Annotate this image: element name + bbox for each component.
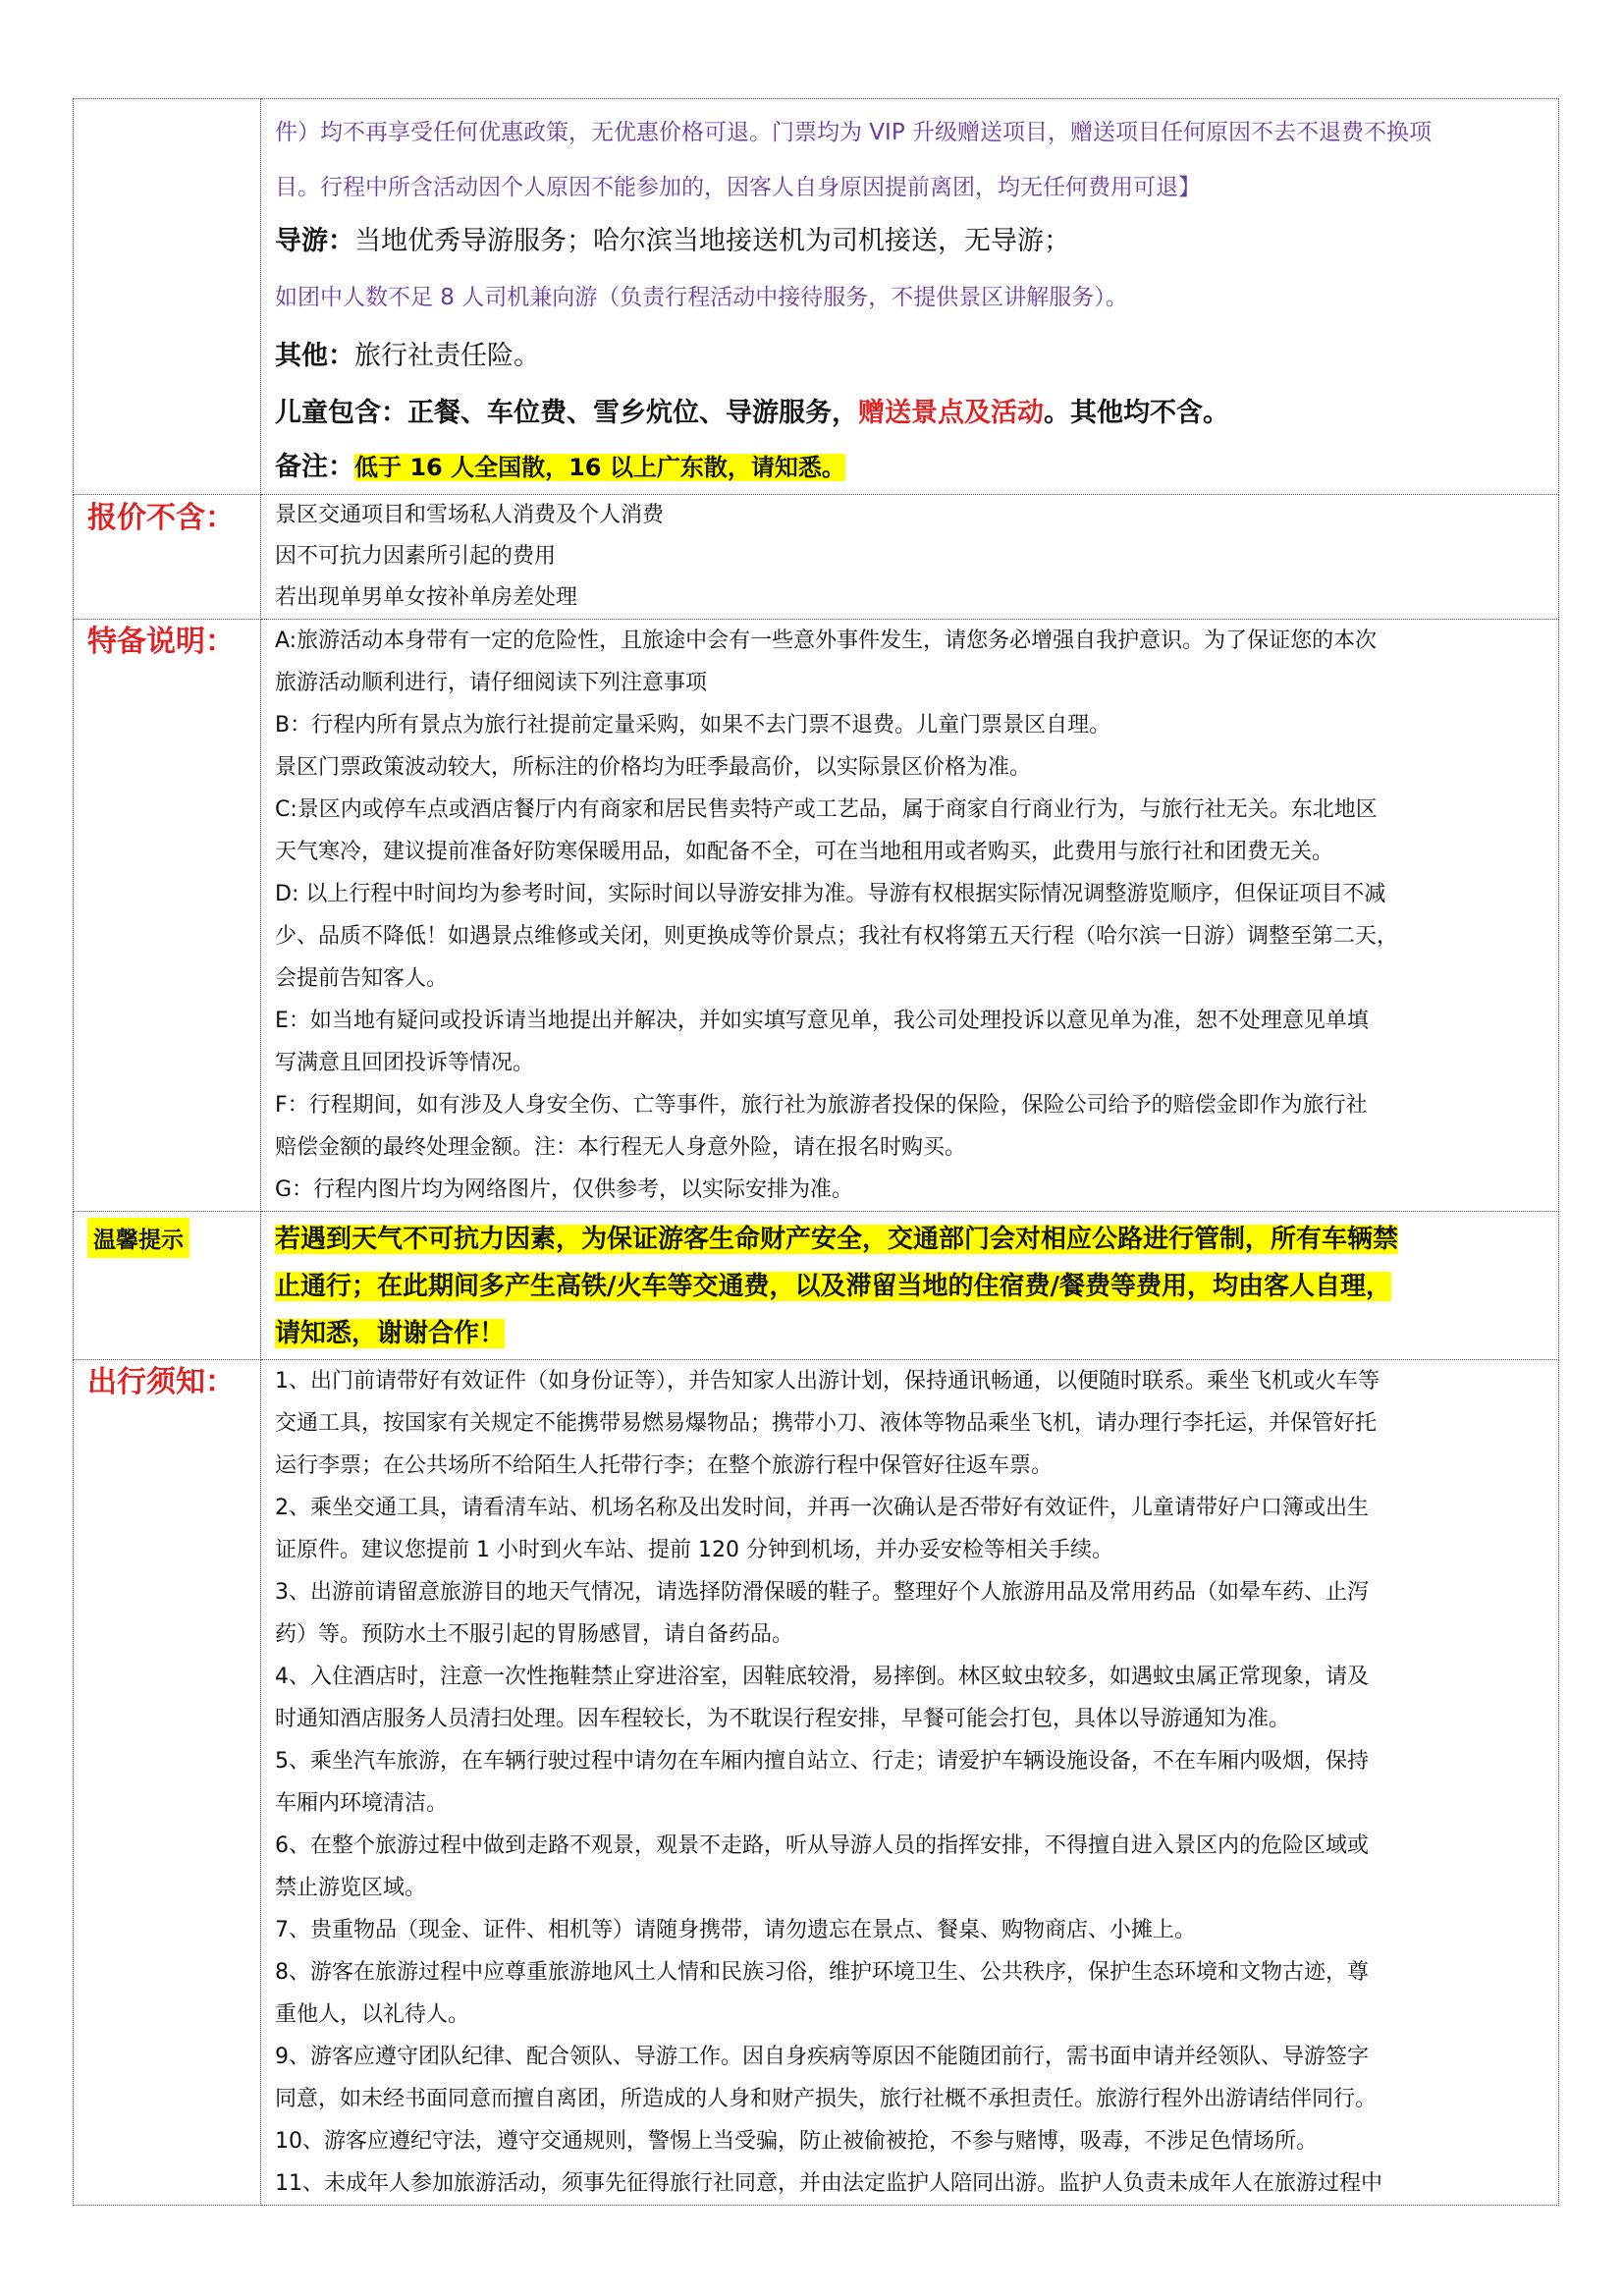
warm-tip-text: 若遇到天气不可抗力因素，为保证游客生命财产安全，交通部门会对相应公路进行管制，所有车辆禁 (275, 1225, 1399, 1254)
special-line: B：行程内所有景点为旅行社提前定量采购，如果不去门票不退费。儿童门票景区自理。 (275, 713, 1111, 738)
special-line: 少、品质不降低！如遇景点维修或关闭，则更换成等价景点；我社有权将第五天行程（哈尔滨一日游）调整至第二天， (275, 924, 1399, 949)
exclusion-item: 因不可抗力因素所引起的费用 (275, 544, 557, 569)
special-content-cell (261, 620, 1559, 1212)
special-line: 写满意且回团投诉等情况。 (275, 1051, 535, 1075)
special-line: C:景区内或停车点或酒店餐厅内有商家和居民售卖特产或工艺品，属于商家自行商业行为，与旅行社无关。东北地区 (275, 797, 1378, 822)
special-line: 会提前告知客人。 (275, 966, 449, 991)
notice-line: 时通知酒店服务人员清扫处理。因车程较长，为不耽误行程安排，早餐可能会打包，具体以导游通知为准。 (275, 1707, 1291, 1731)
special-line: D: 以上行程中时间均为参考时间，实际时间以导游安排为准。导游有权根据实际情况调整游览顺序，但保证项目不减 (275, 882, 1386, 906)
warm-tip-line (275, 1216, 1550, 1263)
notice-line: 5、乘坐汽车旅游，在车辆行驶过程中请勿在车厢内擅自站立、行走；请爱护车辆设施设备，不在车厢内吸烟，保持 (275, 1749, 1370, 1774)
special-line: 赔偿金额的最终处理金额。注：本行程无人身意外险，请在报名时购买。 (275, 1135, 967, 1160)
inclusions-content-cell (261, 99, 1559, 495)
notice-line: 1、出门前请带好有效证件（如身份证等），并告知家人出游计划，保持通讯畅通，以便随时联系。乘坐飞机或火车等 (275, 1369, 1380, 1394)
special-line: 天气寒冷，建议提前准备好防寒保暖用品，如配备不全，可在当地租用或者购买，此费用与旅行社和团费无关。 (275, 840, 1334, 864)
child-line (275, 386, 1550, 441)
notice-line: 药）等。预防水土不服引起的胃肠感冒，请自备药品。 (275, 1622, 794, 1647)
warm-tip-label-cell (74, 1212, 261, 1360)
other-line (275, 327, 1550, 386)
special-line: G：行程内图片均为网络图片，仅供参考，以实际安排为准。 (275, 1177, 854, 1202)
travel-notice-content-cell (261, 1360, 1559, 2206)
inclusions-purple-line: 件）均不再享受任何优惠政策，无优惠价格可退。门票均为 VIP 升级赠送项目，赠送项目任何原因不去不退费不换项 (275, 120, 1433, 145)
warm-tip-text: 止通行；在此期间多产生高铁/火车等交通费，以及滞留当地的住宿费/餐费等费用，均由客人自理， (275, 1272, 1391, 1301)
exclusions-label: 报价不含： (87, 501, 235, 535)
special-label-cell (74, 620, 261, 1212)
notice-line: 同意，如未经书面同意而擅自离团，所造成的人身和财产损失，旅行社概不承担责任。旅游行程外出游请结伴同行。 (275, 2087, 1378, 2111)
exclusion-item: 若出现单男单女按补单房差处理 (275, 585, 578, 610)
guide-line (275, 215, 1550, 268)
exclusions-label-cell (74, 495, 261, 620)
inclusions-label-cell (74, 99, 261, 495)
notice-line: 证原件。建议您提前 1 小时到火车站、提前 120 分钟到机场，并办妥安检等相关手续。 (275, 1538, 1113, 1562)
notice-line: 10、游客应遵纪守法，遵守交通规则，警惕上当受骗，防止被偷被抢，不参与赌博，吸毒，不涉足色情场所。 (275, 2129, 1318, 2154)
notice-line: 6、在整个旅游过程中做到走路不观景，观景不走路，听从导游人员的指挥安排，不得擅自进入景区内的危险区域或 (275, 1833, 1370, 1858)
exclusions-content-cell (261, 495, 1559, 620)
special-notes-row (74, 620, 1559, 1212)
remark-highlight: 低于 16 人全国散，16 以上广东散，请知悉。 (354, 454, 845, 481)
travel-notice-label: 出行须知： (87, 1365, 235, 1399)
travel-notice-label-cell (74, 1360, 261, 2206)
notice-line: 重他人，以礼待人。 (275, 2002, 470, 2027)
guide-label: 导游： (275, 226, 354, 256)
inclusions-purple-line: 目。行程中所含活动因个人原因不能参加的，因客人自身原因提前离团，均无任何费用可退】 (275, 175, 1201, 200)
warm-tip-content-cell (261, 1212, 1559, 1360)
travel-notice-row (74, 1360, 1559, 2206)
exclusion-item: 景区交通项目和雪场私人消费及个人消费 (275, 503, 665, 527)
notice-line: 3、出游前请留意旅游目的地天气情况，请选择防滑保暖的鞋子。整理好个人旅游用品及常用药品（如晕车药、止泻 (275, 1580, 1370, 1605)
child-tail: 。其他均不含。 (1044, 398, 1229, 428)
guide-note: 如团中人数不足 8 人司机兼向游（负责行程活动中接待服务，不提供景区讲解服务）。 (275, 285, 1128, 310)
notice-line: 4、入住酒店时，注意一次性拖鞋禁止穿进浴室，因鞋底较滑，易摔倒。林区蚊虫较多，如遇蚊虫属正常现象，请及 (275, 1665, 1370, 1689)
notice-line: 11、未成年人参加旅游活动，须事先征得旅行社同意，并由法定监护人陪同出游。监护人负责未成年人在旅游过程中 (275, 2171, 1382, 2196)
notice-line: 8、游客在旅游过程中应尊重旅游地风土人情和民族习俗，维护环境卫生、公共秩序，保护生态环境和文物古迹，尊 (275, 1960, 1370, 1985)
special-line: 旅游活动顺利进行，请仔细阅读下列注意事项 (275, 671, 708, 695)
notice-line: 车厢内环境清洁。 (275, 1791, 449, 1816)
notice-line: 2、乘坐交通工具，请看清车站、机场名称及出发时间，并再一次确认是否带好有效证件，儿童请带好户口簿或出生 (275, 1496, 1370, 1520)
child-gift-highlight: 赠送景点及活动 (858, 398, 1044, 428)
child-label: 儿童包含：正餐、车位费、雪乡炕位、导游服务， (275, 398, 858, 428)
special-line: A:旅游活动本身带有一定的危险性，且旅途中会有一些意外事件发生，请您务必增强自我护意识。为了保证您的本次 (275, 629, 1378, 653)
special-label: 特备说明： (87, 625, 235, 659)
warm-tip-row (74, 1212, 1559, 1360)
special-line: E：如当地有疑问或投诉请当地提出并解决，并如实填写意见单，我公司处理投诉以意见单为准，恕不处理意见单填 (275, 1009, 1369, 1033)
notice-line: 禁止游览区域。 (275, 1876, 427, 1900)
remark-label: 备注： (275, 452, 354, 482)
guide-text: 当地优秀导游服务；哈尔滨当地接送机为司机接送，无导游； (354, 226, 1070, 256)
warm-tip-line (275, 1263, 1550, 1310)
exclusions-row (74, 495, 1559, 620)
itinerary-table (73, 98, 1559, 2206)
warm-tip-line (275, 1310, 1550, 1357)
remark-line (275, 441, 1550, 494)
special-line: 景区门票政策波动较大，所标注的价格均为旺季最高价，以实际景区价格为准。 (275, 755, 1032, 780)
notice-line: 交通工具，按国家有关规定不能携带易燃易爆物品；携带小刀、液体等物品乘坐飞机，请办理行李托运，并保管好托 (275, 1411, 1378, 1436)
other-label: 其他： (275, 341, 354, 371)
warm-tip-text: 请知悉，谢谢合作！ (275, 1319, 506, 1348)
notice-line: 7、贵重物品（现金、证件、相机等）请随身携带，请勿遗忘在景点、餐桌、购物商店、小摊上。 (275, 1918, 1197, 1942)
inclusions-row (74, 99, 1559, 495)
warm-tip-label: 温馨提示 (87, 1218, 189, 1258)
notice-line: 运行李票；在公共场所不给陌生人托带行李；在整个旅游行程中保管好往返车票。 (275, 1453, 1054, 1478)
other-text: 旅行社责任险。 (354, 341, 540, 371)
special-line: F：行程期间，如有涉及人身安全伤、亡等事件，旅行社为旅游者投保的保险，保险公司给予的赔偿金即作为旅行社 (275, 1093, 1368, 1118)
notice-line: 9、游客应遵守团队纪律、配合领队、导游工作。因自身疾病等原因不能随团前行，需书面申请并经领队、导游签字 (275, 2045, 1370, 2069)
